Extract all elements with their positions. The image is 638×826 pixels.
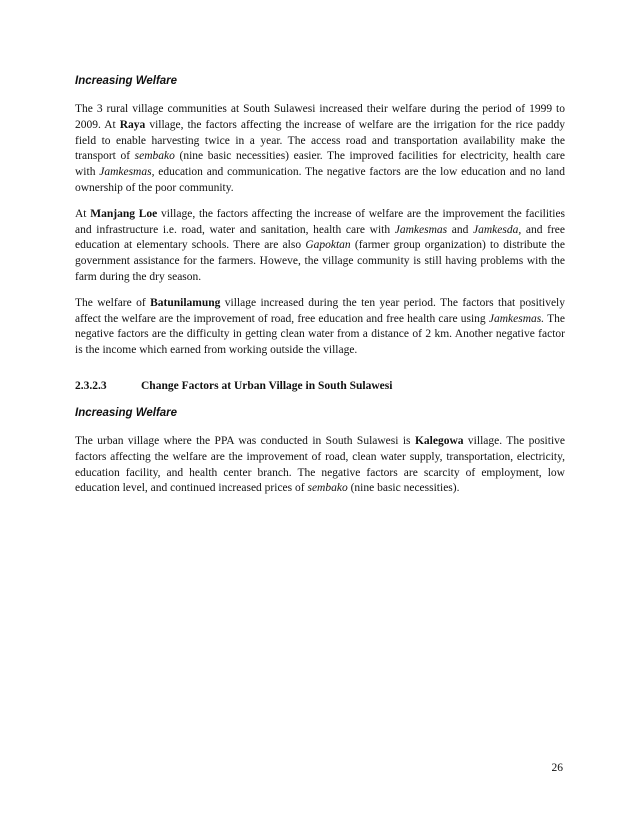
term-jamkesmas: Jamkesmas, xyxy=(99,166,155,179)
paragraph-raya xyxy=(75,102,565,197)
term-jamkesda: Jamkesda, xyxy=(473,223,522,236)
village-name-kalegowa: Kalegowa xyxy=(414,434,464,447)
text-run: (nine basic necessities). xyxy=(347,482,460,495)
text-run: education and communication. The negative factors are the low education and no land ownership of the poor community. xyxy=(75,166,565,194)
section-heading-increasing-welfare: Increasing Welfare xyxy=(75,75,178,87)
term-sembako: sembako xyxy=(307,482,348,495)
term-jamkesmas: Jamkesmas. xyxy=(488,312,545,325)
paragraph-batunilamung xyxy=(75,296,565,359)
text-run: village, the factors affecting the increase of welfare are the improvement the facilities and infrastructure i.e. road, water and sanitation, health care with xyxy=(75,207,566,236)
text-run: village, the factors affecting the increase of welfare are the irrigation for the rice paddy field to enable harvesting twice in a year. The access road and transportation availability make the transport of xyxy=(75,118,565,163)
text-run: and xyxy=(447,223,474,236)
subsection-heading xyxy=(75,379,565,394)
term-sembako: sembako xyxy=(134,150,175,163)
text-run: The urban village where the PPA was conducted in South Sulawesi is xyxy=(75,434,415,447)
page-content xyxy=(75,74,565,507)
paragraph-manjang-loe xyxy=(75,207,565,286)
text-run: The 3 rural village communities at South Sulawesi increased their welfare during the period of 1999 to 2009. At xyxy=(75,103,565,131)
page-number: 26 xyxy=(551,762,563,774)
text-run: (nine basic necessities) easier. The improved facilities for electricity, health care with xyxy=(75,150,565,179)
village-name-batunilamung: Batunilamung xyxy=(150,296,221,309)
section-heading-increasing-welfare-urban: Increasing Welfare xyxy=(75,406,178,419)
paragraph-kalegowa xyxy=(75,434,565,497)
text-run: and free education at elementary schools. There are also xyxy=(75,223,565,252)
text-run: At xyxy=(75,207,91,220)
subsection-title: Change Factors at Urban Village in South Sulawesi xyxy=(141,379,393,392)
text-run: The negative factors are the difficulty in getting clean water from a distance of 2 km. Another negative factor is the income which earned from working outside the village. xyxy=(75,312,566,357)
term-gapoktan: Gapoktan xyxy=(305,239,351,252)
text-run: (farmer group organization) to distribute the government assistance for the farmers. Howeve, the village community is still having problems with the farm during the dry season. xyxy=(75,239,565,283)
term-jamkesmas: Jamkesmas xyxy=(394,223,448,236)
text-run: The welfare of xyxy=(75,296,151,309)
text-run: village. The positive factors affecting the welfare are the improvement of road, clean water supply, transportation, electricity, education facility, and health center branch. The negative factors are scarcity of employment, low education level, and continued increased prices of xyxy=(75,434,565,495)
village-name-raya: Raya xyxy=(119,118,146,131)
village-name-manjang-loe: Manjang Loe xyxy=(90,207,158,220)
text-run: village increased during the ten year period. The factors that positively affect the welfare are the improvement of road, free education and free health care using xyxy=(75,296,565,325)
subsection-number: 2.3.2.3 xyxy=(75,379,107,392)
